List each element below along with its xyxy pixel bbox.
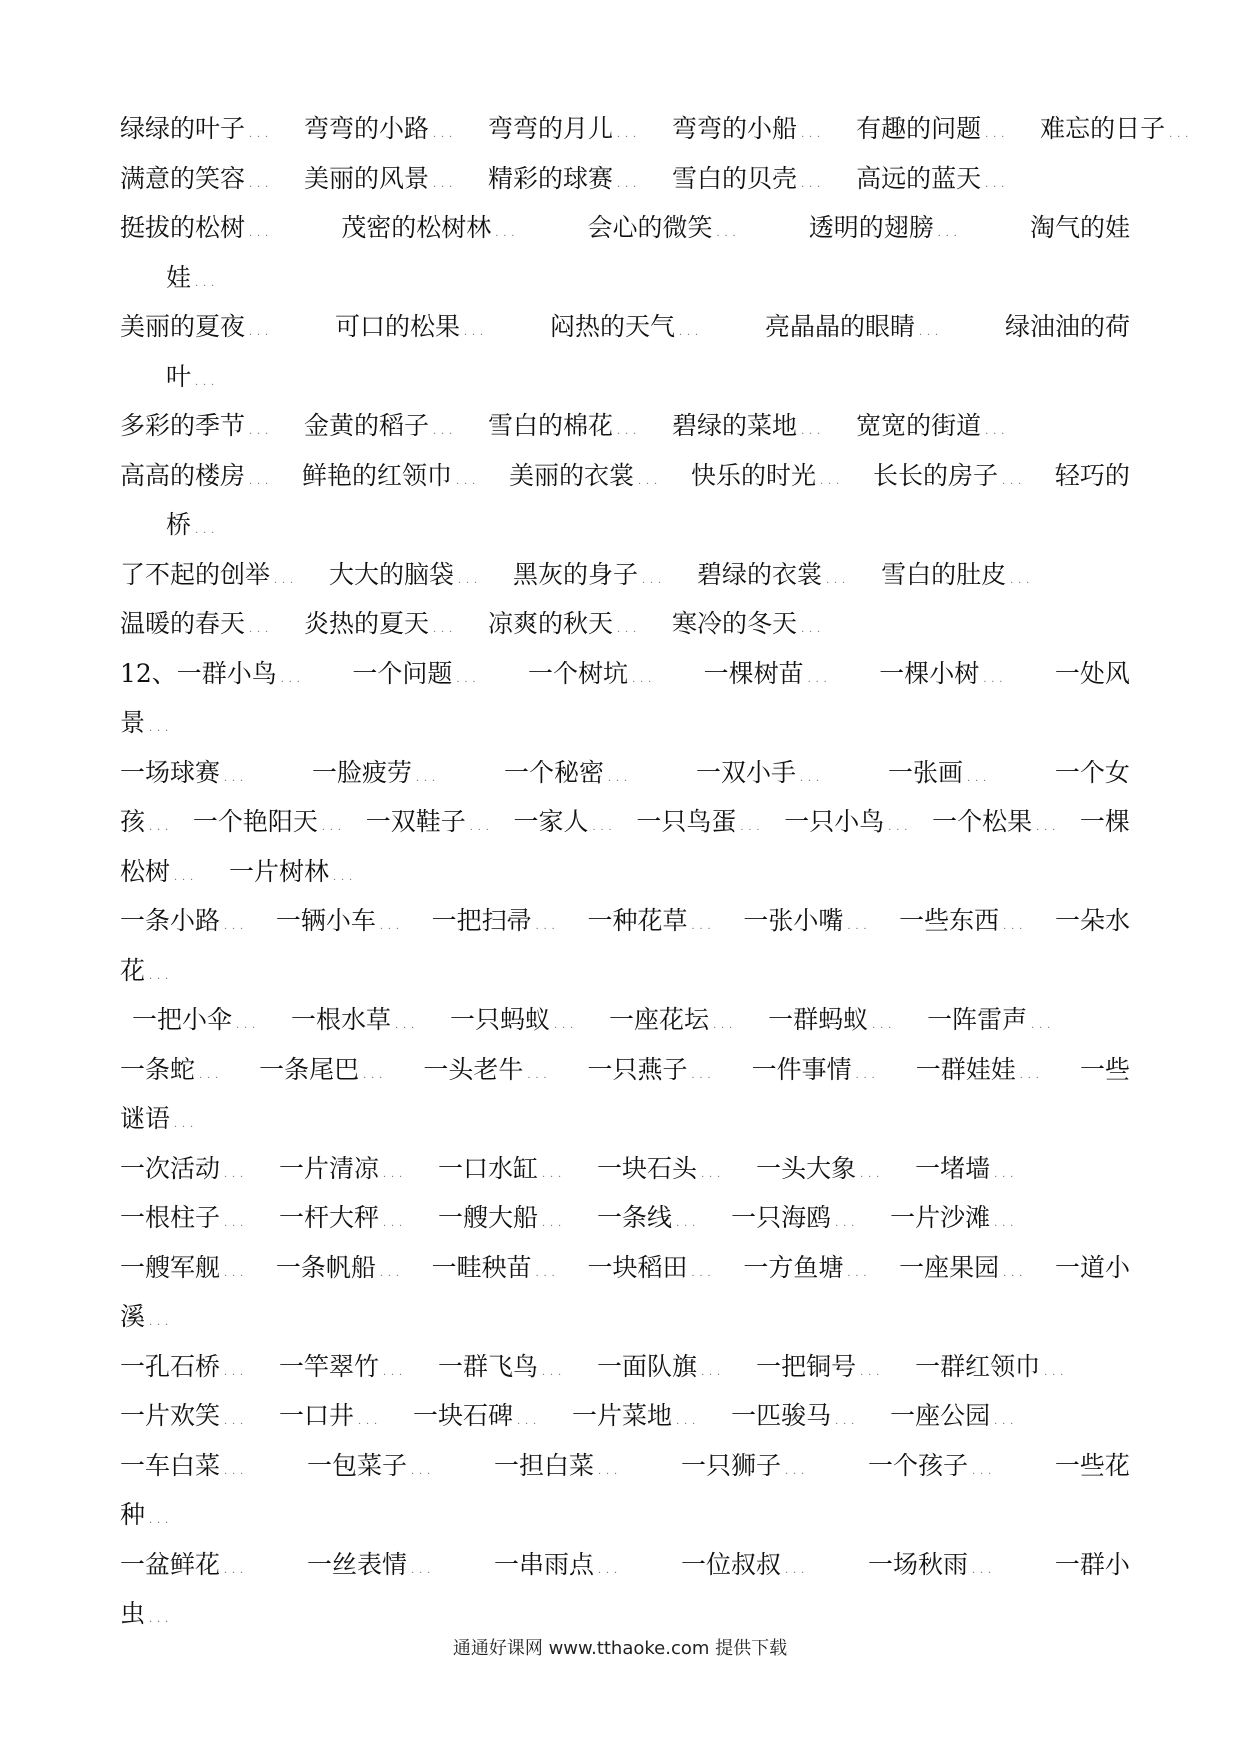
phrase: 一双鞋子 ．．．: [366, 797, 499, 847]
phrase: 一张小嘴 ．．．: [743, 896, 876, 946]
phrase: 闷热的天气 ．．．: [550, 302, 708, 352]
phrase: 一个艳阳天 ．．．: [193, 797, 351, 847]
phrase: 溪 ．．．: [120, 1292, 178, 1348]
phrase: 一把铜号 ．．．: [756, 1342, 889, 1398]
phrase: 一条线 ．．．: [597, 1193, 705, 1249]
phrase: 一群小: [1054, 1549, 1130, 1579]
phrase: 一丝表情 ．．．: [307, 1540, 440, 1590]
phrase: 炎热的夏天 ．．．: [304, 599, 462, 655]
phrase: 12、一群小鸟 ．．．: [120, 649, 310, 699]
phrase: 一阵雷声 ．．．: [927, 995, 1060, 1051]
phrase: 一头老牛 ．．．: [423, 1045, 556, 1095]
phrase: 轻巧的: [1054, 460, 1130, 490]
phrase: 一群娃娃 ．．．: [916, 1045, 1049, 1095]
text-line: [120, 1045, 1130, 1095]
phrase: 一片沙滩 ．．．: [890, 1193, 1023, 1249]
phrase: 一些花: [1054, 1450, 1130, 1480]
phrase: 一杆大秤 ．．．: [279, 1193, 412, 1249]
phrase: 一家人 ．．．: [514, 797, 622, 847]
phrase: 一座公园 ．．．: [890, 1391, 1023, 1447]
phrase: 一把扫帚 ．．．: [432, 896, 565, 946]
text-line: [120, 698, 1130, 748]
text-line: [120, 797, 1130, 847]
phrase: 一处风: [1054, 658, 1130, 688]
phrase: 一块石碑 ．．．: [413, 1391, 546, 1447]
text-line: [120, 550, 1130, 600]
phrase: 一些东西 ．．．: [899, 896, 1032, 946]
text-line: [120, 1589, 1130, 1639]
phrase: 一座花坛 ．．．: [609, 995, 742, 1051]
phrase: 一场秋雨 ．．．: [868, 1540, 1001, 1590]
continuation-line: [120, 500, 1130, 550]
phrase: 一些: [1079, 1054, 1130, 1084]
phrase: 一根水草 ．．．: [291, 995, 424, 1051]
phrase: 一条小路 ．．．: [120, 896, 253, 946]
phrase: 一盆鲜花 ．．．: [120, 1540, 253, 1590]
phrase: 一次活动 ．．．: [120, 1144, 253, 1200]
word-list: [120, 104, 1166, 1639]
phrase: 一方鱼塘 ．．．: [743, 1243, 876, 1293]
phrase: 一个树坑 ．．．: [528, 649, 661, 699]
text-line: [120, 451, 1130, 501]
phrase: 一把小伞 ．．．: [132, 995, 265, 1051]
phrase: 快乐的时光 ．．．: [691, 451, 849, 501]
phrase: 高远的蓝天 ．．．: [856, 154, 1014, 210]
phrase: 一面队旗 ．．．: [597, 1342, 730, 1398]
phrase: 一辆小车 ．．．: [276, 896, 409, 946]
phrase: 雪白的贝壳 ．．．: [672, 154, 830, 210]
text-line: [120, 302, 1130, 352]
text-line: [120, 649, 1130, 699]
text-line: [120, 896, 1130, 946]
phrase: 一棵小树 ．．．: [879, 649, 1012, 699]
phrase: 一棵树苗 ．．．: [704, 649, 837, 699]
phrase: 温暖的春天 ．．．: [120, 599, 278, 655]
phrase: 亮晶晶的眼睛 ．．．: [765, 302, 948, 352]
phrase: 一车白菜 ．．．: [120, 1441, 253, 1491]
text-line: [120, 1193, 1130, 1243]
phrase: 一包菜子 ．．．: [307, 1441, 440, 1491]
phrase: 美丽的夏夜 ．．．: [120, 302, 278, 352]
phrase: 一片树林 ．．．: [229, 847, 362, 903]
phrase: 一口水缸 ．．．: [438, 1144, 571, 1200]
text-line: [120, 1342, 1130, 1392]
phrase: 凉爽的秋天 ．．．: [488, 599, 646, 655]
text-line: [120, 1441, 1130, 1491]
text-line: [120, 1094, 1130, 1144]
text-line: [120, 1391, 1130, 1441]
text-line: [120, 847, 1130, 897]
phrase: 一块稻田 ．．．: [587, 1243, 720, 1293]
phrase: 谜语 ．．．: [120, 1094, 203, 1150]
phrase: 高高的楼房 ．．．: [120, 451, 278, 501]
text-line: [120, 104, 1166, 154]
phrase: 一片菜地 ．．．: [572, 1391, 705, 1447]
phrase: 会心的微笑 ．．．: [587, 203, 745, 253]
text-line: [120, 748, 1130, 798]
phrase: 一位叔叔 ．．．: [681, 1540, 814, 1590]
phrase: 一座果园 ．．．: [899, 1243, 1032, 1293]
phrase: 种 ．．．: [120, 1490, 178, 1546]
phrase: 一脸疲劳 ．．．: [312, 748, 445, 798]
phrase: 金黄的稻子 ．．．: [304, 401, 462, 457]
phrase: 黑灰的身子 ．．．: [513, 550, 671, 606]
phrase: 弯弯的小船 ．．．: [672, 104, 830, 160]
phrase: 雪白的肚皮 ．．．: [881, 550, 1039, 606]
phrase: 娃 ．．．: [166, 253, 224, 309]
phrase: 一群飞鸟 ．．．: [438, 1342, 571, 1398]
phrase: 一竿翠竹 ．．．: [279, 1342, 412, 1398]
phrase: 一件事情 ．．．: [752, 1045, 885, 1095]
phrase: 寒冷的冬天 ．．．: [672, 599, 830, 655]
phrase: 大大的脑袋 ．．．: [329, 550, 487, 606]
phrase: 精彩的球赛 ．．．: [488, 154, 646, 210]
phrase: 一孔石桥 ．．．: [120, 1342, 253, 1398]
phrase: 长长的房子 ．．．: [873, 451, 1031, 501]
phrase: 一条尾巴 ．．．: [259, 1045, 392, 1095]
continuation-line: [120, 352, 1130, 402]
text-line: [120, 154, 1130, 204]
text-line: [120, 1540, 1130, 1590]
phrase: 景 ．．．: [120, 698, 178, 754]
phrase: 一头大象 ．．．: [756, 1144, 889, 1200]
phrase: 一只狮子 ．．．: [681, 1441, 814, 1491]
phrase: 一朵水: [1054, 906, 1130, 935]
phrase: 淘气的娃: [1029, 213, 1130, 242]
phrase: 一个孩子 ．．．: [868, 1441, 1001, 1491]
phrase: 有趣的问题 ．．．: [856, 104, 1014, 160]
phrase: 一条帆船 ．．．: [276, 1243, 409, 1293]
phrase: 桥 ．．．: [166, 500, 224, 556]
phrase: 一只蚂蚁 ．．．: [450, 995, 583, 1051]
text-line: [120, 1144, 1130, 1194]
phrase: 一只小鸟 ．．．: [784, 797, 917, 847]
phrase: 一畦秧苗 ．．．: [432, 1243, 565, 1293]
phrase: 绿绿的叶子 ．．．: [120, 104, 278, 160]
phrase: 虫 ．．．: [120, 1589, 178, 1645]
phrase: 满意的笑容 ．．．: [120, 154, 278, 210]
phrase: 一群蚂蚁 ．．．: [768, 995, 901, 1051]
phrase: 一堵墙 ．．．: [915, 1144, 1023, 1200]
text-line: [120, 946, 1130, 996]
phrase: 一只燕子 ．．．: [587, 1045, 720, 1095]
footer-credit: 通通好课网 www.tthaoke.com 提供下载: [452, 1638, 788, 1659]
phrase: 一串雨点 ．．．: [494, 1540, 627, 1590]
text-line: [120, 1292, 1130, 1342]
phrase: 一根柱子 ．．．: [120, 1193, 253, 1249]
phrase: 一个问题 ．．．: [352, 649, 485, 699]
phrase: 碧绿的衣裳 ．．．: [697, 550, 855, 606]
text-line: [120, 1243, 1130, 1293]
phrase: 一种花草 ．．．: [587, 896, 720, 946]
phrase: 一匹骏马 ．．．: [731, 1391, 864, 1447]
phrase: 美丽的风景 ．．．: [304, 154, 462, 210]
phrase: 一艘大船 ．．．: [438, 1193, 571, 1249]
phrase: 一个女: [1054, 757, 1130, 787]
phrase: 透明的翅膀 ．．．: [809, 203, 967, 253]
phrase: 茂密的松树林 ．．．: [341, 203, 524, 253]
phrase: 了不起的创举 ．．．: [120, 550, 303, 606]
phrase: 一担白菜 ．．．: [494, 1441, 627, 1491]
phrase: 弯弯的月儿 ．．．: [488, 104, 646, 160]
phrase: 一片欢笑 ．．．: [120, 1391, 253, 1447]
phrase: 宽宽的街道 ．．．: [856, 401, 1014, 457]
phrase: 一条蛇 ．．．: [120, 1045, 228, 1095]
phrase: 绿油油的荷: [1004, 312, 1130, 341]
phrase: 一场球赛 ．．．: [120, 748, 253, 798]
phrase: 一块石头 ．．．: [597, 1144, 730, 1200]
phrase: 一只海鸥 ．．．: [731, 1193, 864, 1249]
phrase: 鲜艳的红领巾 ．．．: [302, 451, 485, 501]
continuation-line: [120, 253, 1130, 303]
phrase: 一张画 ．．．: [888, 748, 996, 798]
phrase: 一个松果 ．．．: [932, 797, 1065, 847]
phrase: 一双小手 ．．．: [696, 748, 829, 798]
text-line: [120, 203, 1130, 253]
phrase: 一片清凉 ．．．: [279, 1144, 412, 1200]
phrase: 可口的松果 ．．．: [335, 302, 493, 352]
phrase: 挺拔的松树 ．．．: [120, 203, 278, 253]
phrase: 弯弯的小路 ．．．: [304, 104, 462, 160]
phrase: 孩 ．．．: [120, 797, 178, 847]
phrase: 松树 ．．．: [120, 847, 203, 903]
phrase: 多彩的季节 ．．．: [120, 401, 278, 457]
phrase: 一棵: [1079, 807, 1130, 836]
phrase: 一道小: [1054, 1252, 1130, 1282]
text-line: [120, 401, 1130, 451]
text-line: [120, 995, 1130, 1045]
phrase: 难忘的日子 ．．．: [1040, 104, 1198, 160]
phrase: 雪白的棉花 ．．．: [488, 401, 646, 457]
phrase: 一个秘密 ．．．: [504, 748, 637, 798]
phrase: 一口井 ．．．: [279, 1391, 387, 1447]
phrase: 碧绿的菜地 ．．．: [672, 401, 830, 457]
phrase: 花 ．．．: [120, 946, 178, 1002]
phrase: 叶 ．．．: [166, 352, 224, 408]
text-line: [120, 599, 1130, 649]
phrase: 一艘军舰 ．．．: [120, 1243, 253, 1293]
phrase: 一群红领巾 ．．．: [915, 1342, 1073, 1398]
phrase: 美丽的衣裳 ．．．: [509, 451, 667, 501]
phrase: 一只鸟蛋 ．．．: [636, 797, 769, 847]
text-line: [120, 1490, 1130, 1540]
